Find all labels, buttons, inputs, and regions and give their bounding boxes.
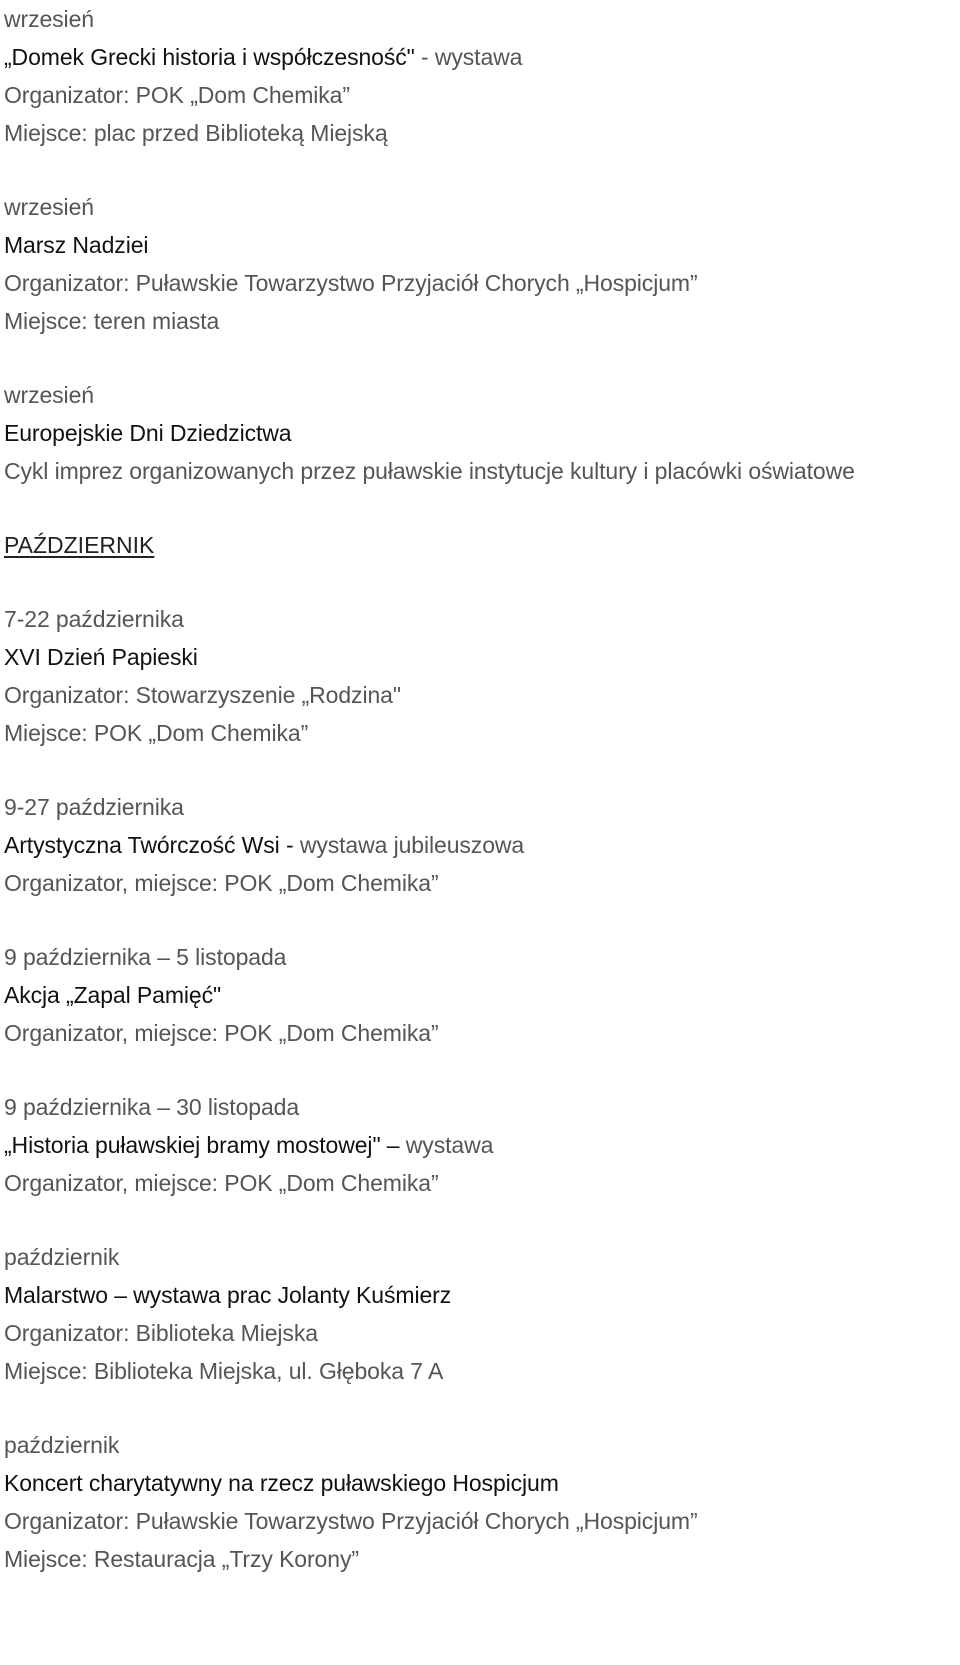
event-title: Marsz Nadziei	[4, 232, 149, 258]
event-entry	[4, 1426, 954, 1578]
spacer	[4, 152, 954, 188]
event-description: Cykl imprez organizowanych przez puławskie instytucje kultury i placówki oświatowe	[4, 458, 855, 484]
spacer	[4, 490, 954, 526]
event-title-suffix: wystawa jubileuszowa	[293, 832, 525, 858]
event-date: wrzesień	[4, 194, 94, 220]
event-title: „Historia puławskiej bramy mostowej" – wystawa	[4, 1132, 494, 1158]
event-entry	[4, 938, 954, 1052]
event-location: Miejsce: plac przed Biblioteką Miejską	[4, 120, 388, 146]
event-date: wrzesień	[4, 6, 94, 32]
event-entry	[4, 788, 954, 902]
event-date: wrzesień	[4, 382, 94, 408]
spacer	[4, 564, 954, 600]
event-title: Europejskie Dni Dziedzictwa	[4, 420, 292, 446]
event-date: październik	[4, 1432, 120, 1458]
event-title: „Domek Grecki historia i współczesność" - wystawa	[4, 44, 523, 70]
event-title: Koncert charytatywny na rzecz puławskiego Hospicjum	[4, 1470, 559, 1496]
event-entry	[4, 0, 954, 152]
event-organizer: Organizator: Puławskie Towarzystwo Przyjaciół Chorych „Hospicjum”	[4, 270, 698, 296]
spacer	[4, 1052, 954, 1088]
event-entry	[4, 188, 954, 340]
event-organizer: Organizator: Puławskie Towarzystwo Przyjaciół Chorych „Hospicjum”	[4, 1508, 698, 1534]
event-organizer: Organizator, miejsce: POK „Dom Chemika”	[4, 1020, 439, 1046]
event-location: Miejsce: Restauracja „Trzy Korony”	[4, 1546, 359, 1572]
spacer	[4, 1202, 954, 1238]
event-date: 7-22 października	[4, 606, 184, 632]
event-title: XVI Dzień Papieski	[4, 644, 198, 670]
event-entry	[4, 1088, 954, 1202]
event-date: październik	[4, 1244, 120, 1270]
event-date: 9-27 października	[4, 794, 184, 820]
event-date: 9 października – 30 listopada	[4, 1094, 300, 1120]
event-title-suffix: - wystawa	[414, 44, 523, 70]
event-entry	[4, 600, 954, 752]
event-location: Miejsce: Biblioteka Miejska, ul. Głęboka 7 A	[4, 1358, 444, 1384]
spacer	[4, 902, 954, 938]
event-title: Akcja „Zapal Pamięć"	[4, 982, 222, 1008]
event-organizer: Organizator: POK „Dom Chemika”	[4, 82, 350, 108]
event-title: Malarstwo – wystawa prac Jolanty Kuśmierz	[4, 1282, 452, 1308]
spacer	[4, 340, 954, 376]
event-title-suffix: wystawa	[399, 1132, 494, 1158]
event-organizer: Organizator, miejsce: POK „Dom Chemika”	[4, 1170, 439, 1196]
event-organizer: Organizator: Stowarzyszenie „Rodzina"	[4, 682, 401, 708]
month-heading: PAŹDZIERNIK	[4, 532, 155, 558]
event-entry	[4, 1238, 954, 1390]
spacer	[4, 752, 954, 788]
event-location: Miejsce: POK „Dom Chemika”	[4, 720, 309, 746]
spacer	[4, 1390, 954, 1426]
event-entry	[4, 376, 954, 490]
event-location: Miejsce: teren miasta	[4, 308, 220, 334]
event-organizer: Organizator, miejsce: POK „Dom Chemika”	[4, 870, 439, 896]
event-title: Artystyczna Twórczość Wsi - wystawa jubileuszowa	[4, 832, 525, 858]
event-date: 9 października – 5 listopada	[4, 944, 287, 970]
event-organizer: Organizator: Biblioteka Miejska	[4, 1320, 318, 1346]
